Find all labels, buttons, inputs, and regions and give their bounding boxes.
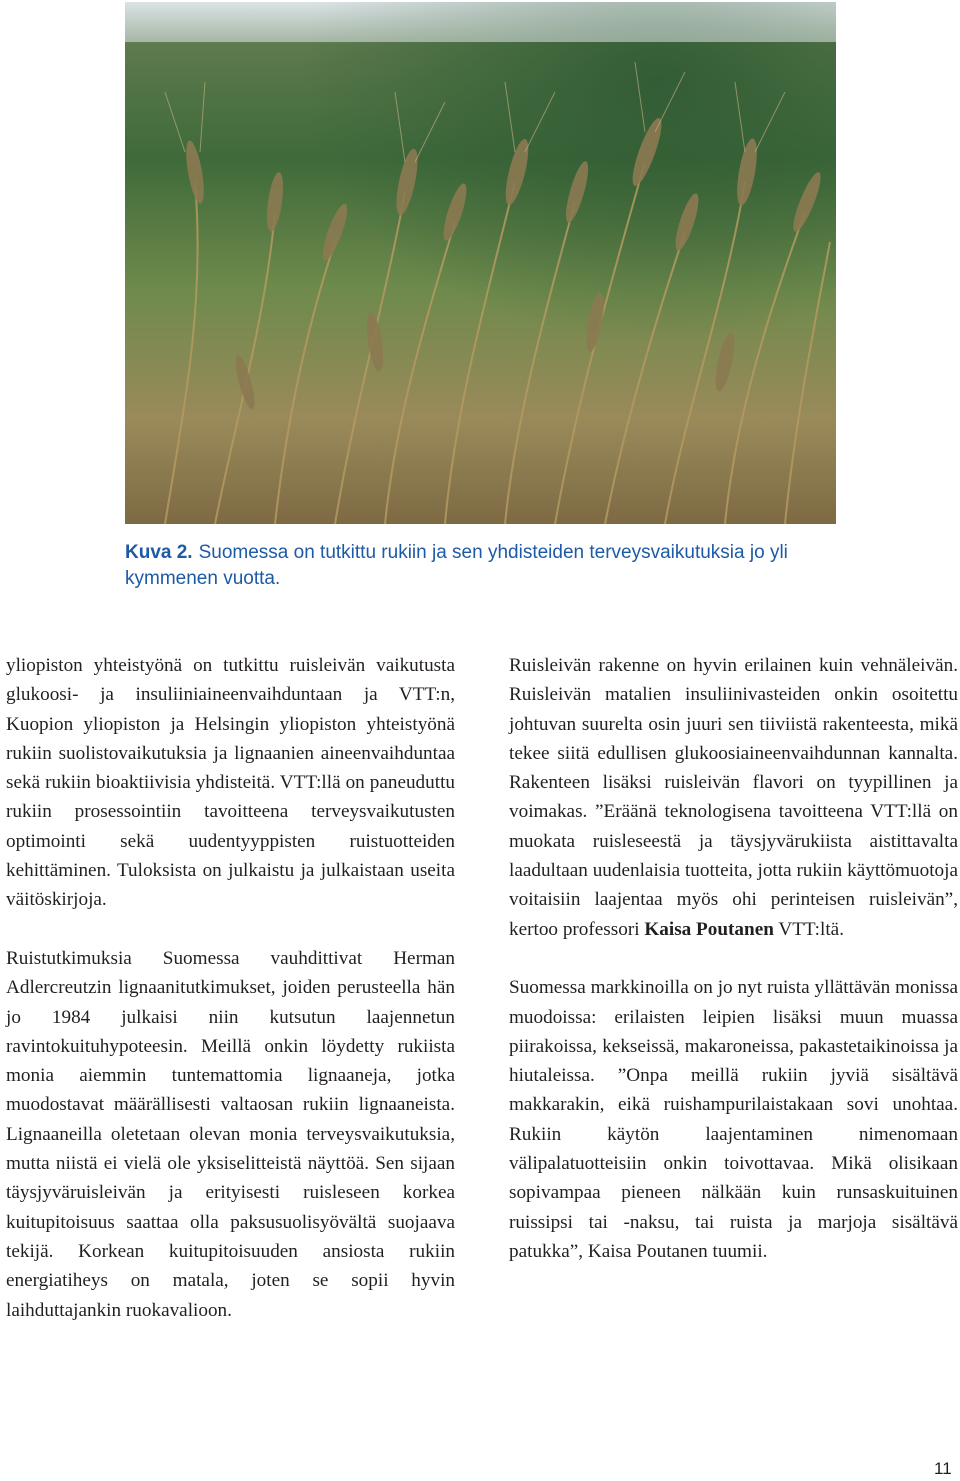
right-paragraph-1-tail: VTT:ltä. [778, 918, 844, 940]
right-paragraph-1-text: Ruisleivän rakenne on hyvin erilainen kuin vehnäleivän. Ruisleivän matalien insuliinivasteiden onkin osoitettu johtuvan suurelta osin juuri sen tiiviistä rakenteesta, mikä tekee siitä edullisen glukoosiaineenvaihdunnan kannalta. Rakenteen lisäksi ruisleivän flavori on tyypillinen ja voimakas. ”Eräänä teknologisena tavoitteena VTT:llä on muokata ruisleseestä ja täysjyvärukiista aistittavalta laadultaan uudenlaisia tuotteita, jotta rukiin käyttömuotoja voitaisiin laajentaa myös ohi perinteisen ruisleivän”, kertoo professori [509, 655, 958, 940]
left-paragraph-1: yliopiston yhteistyönä on tutkittu ruisleivän vaikutusta glukoosi- ja insuliiniaineenvaihduntaan ja VTT:n, Kuopion yliopiston ja Helsingin yliopiston yhteistyönä rukiin suolistovaikutuksia ja lignaanien aineenvaihduntaa sekä rukiin bioaktiivisia yhdisteitä. VTT:llä on paneuduttu rukiin prosessointiin tavoitteena terveysvaikutusten optimointi sekä uudentyyppisten ruistuotteiden kehittäminen. Tuloksista on julkaistu ja julkaistaan useita väitöskirjoja. [6, 655, 455, 911]
right-column [509, 651, 958, 1266]
person-name: Kaisa Poutanen [644, 918, 774, 940]
figure-label: Kuva 2. [125, 542, 193, 563]
rye-field-photo [125, 2, 836, 524]
left-column [6, 651, 455, 1325]
right-paragraph-2: Suomessa markkinoilla on jo nyt ruista yllättävän monissa muodoissa: erilaisten leipien lisäksi muun muassa piirakoissa, kekseissä, makaroneissa, pakastetaikinoissa ja hiutaleissa. ”Onpa meillä rukiin jyviä sisältävä makkarakin, eikä ruishampurilaistakaan sovi unohtaa. Rukiin käytön laajentaminen nimenomaan välipalatuotteisiin onkin toivottavaa. Mikä olisikaan sopivampaa pieneen nälkään kuin runsaskuituinen ruissipsi tai -naksu, tai ruista ja marjoja sisältävä patukka”, Kaisa Poutanen tuumii. [509, 977, 958, 1262]
left-paragraph-2: Ruistutkimuksia Suomessa vauhdittivat Herman Adlercreutzin lignaanitutkimukset, joiden perusteella hän jo 1984 julkaisi niin kutsutun laajennetun ravintokuituhypoteesin. Meillä onkin löydetty rukiista monia aiemmin tuntemattomia lignaaneja, jotka muodostavat määrällisesti valtaosan rukiin lignaaneista. Lignaaneilla oletetaan olevan monia terveysvaikutuksia, mutta niistä ei vielä ole yksiselitteistä näyttöä. Sen sijaan täysjyväruisleivän ja erityisesti ruisleseen korkea kuitupitoisuus saattaa olla paksusuolisyövältä suojaava tekijä. Korkean kuitupitoisuuden ansiosta rukiin energiatiheys on matala, joten se sopii hyvin laihduttajankin ruokavalioon. [6, 947, 455, 1321]
figure-caption [125, 540, 885, 592]
figure-caption-text: Suomessa on tutkittu rukiin ja sen yhdisteiden terveysvaikutuksia jo yli kymmenen vuotta. [125, 542, 788, 589]
page-number: 11 [934, 1459, 952, 1478]
right-paragraph-1 [509, 651, 958, 944]
rye-field-image [125, 2, 836, 524]
